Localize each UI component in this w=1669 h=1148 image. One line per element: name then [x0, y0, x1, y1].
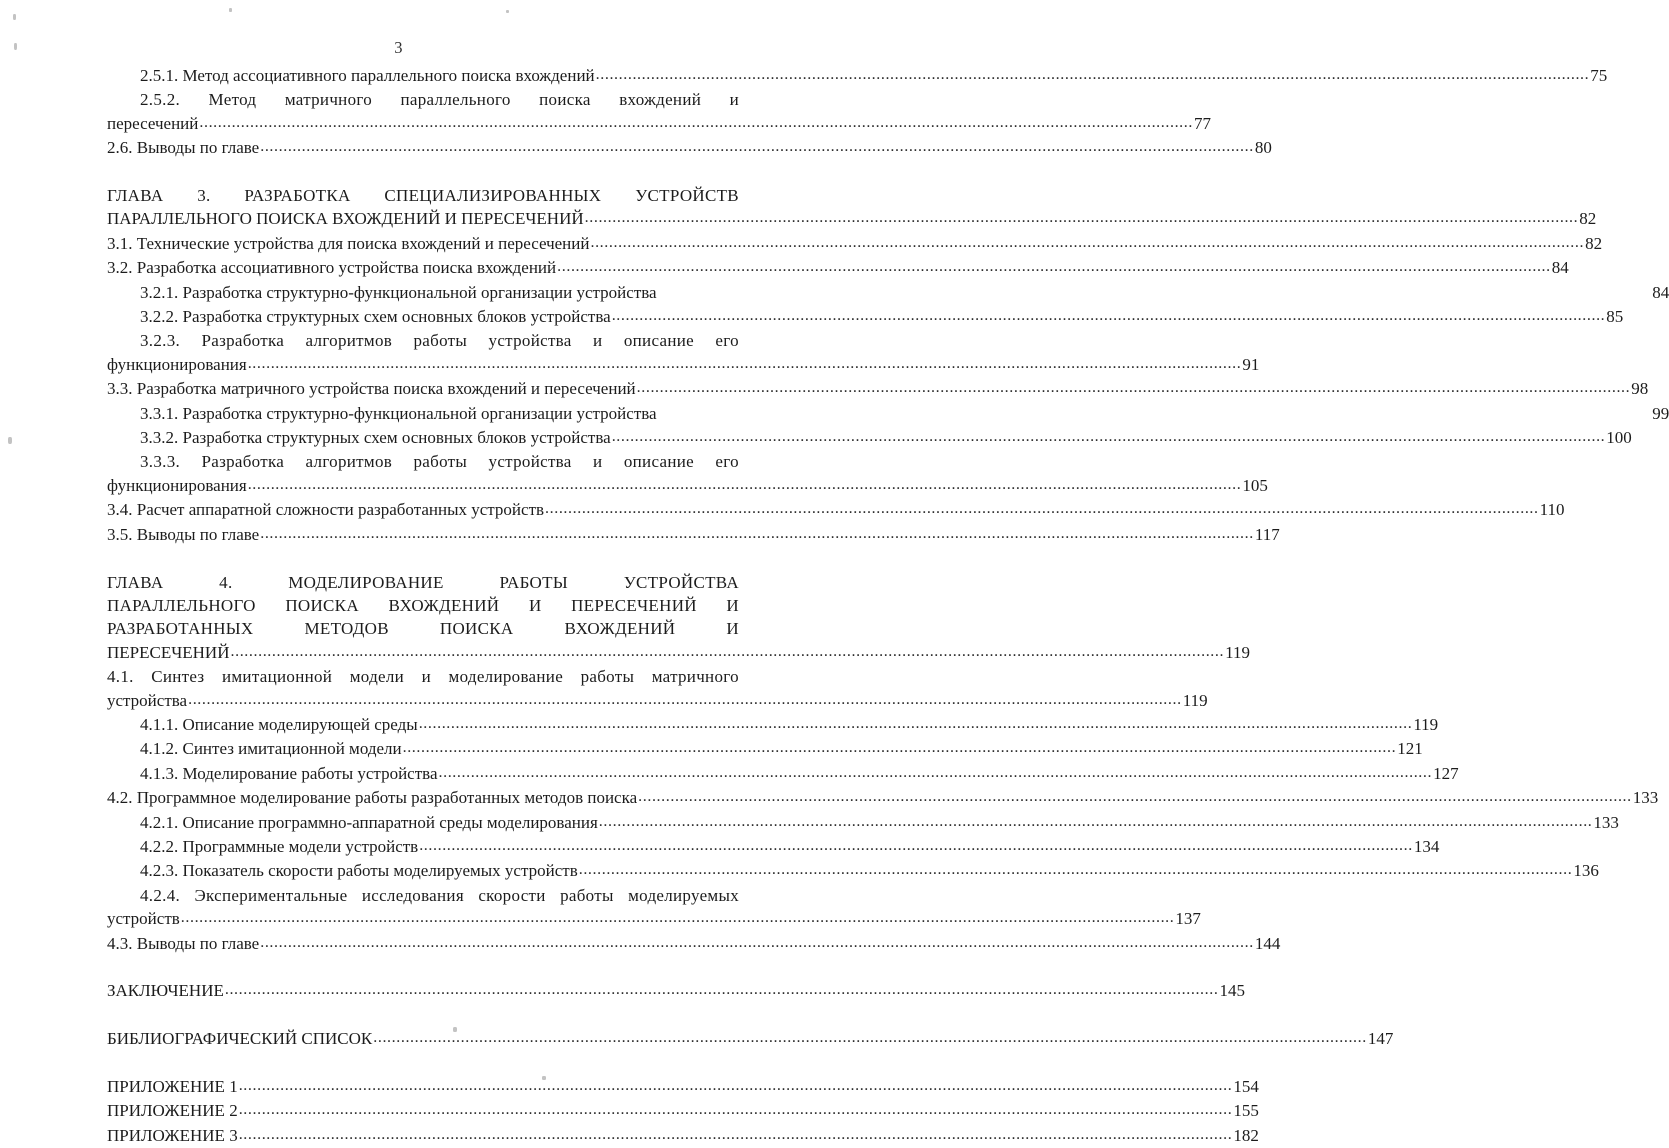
- toc-entry-block[interactable]: [107, 1099, 1259, 1123]
- toc-entry-block[interactable]: [140, 426, 1632, 450]
- toc-entry-block[interactable]: [107, 932, 1281, 956]
- toc-entry[interactable]: [107, 474, 1268, 498]
- toc-entry-block[interactable]: [140, 835, 1440, 859]
- toc-entry-block[interactable]: [140, 402, 1669, 426]
- toc-word: Экспериментальные: [194, 885, 348, 905]
- toc-word: 4.: [219, 572, 233, 592]
- toc-entry-line: [107, 184, 739, 207]
- dot-leader: [439, 760, 1433, 784]
- dot-leader: [239, 1122, 1233, 1146]
- toc-entry[interactable]: [140, 402, 1669, 426]
- dot-leader: [612, 424, 1606, 448]
- toc-word: УСТРОЙСТВА: [623, 572, 739, 592]
- toc-entry-title: 4.2.1. Описание программно-аппаратной среды моделирования: [140, 812, 598, 832]
- toc-page-number: 119: [1413, 714, 1439, 734]
- dot-leader: [181, 905, 1175, 929]
- toc-entry-line: [140, 450, 739, 473]
- toc-entry-line: [140, 884, 739, 907]
- toc-page-number: 155: [1233, 1101, 1259, 1121]
- toc-entry-title: 3.2.1. Разработка структурно-функциональной организации устройства: [140, 282, 657, 302]
- page-number: 3: [394, 38, 403, 57]
- toc-word: исследования: [361, 885, 464, 905]
- dot-leader: [596, 62, 1590, 86]
- toc-page-number: 117: [1254, 524, 1280, 544]
- toc-word: работы: [580, 667, 635, 687]
- toc-word: 4.2.4.: [140, 885, 181, 905]
- toc-word: описание: [623, 331, 694, 351]
- toc-entry[interactable]: [140, 835, 1440, 859]
- toc-entry-line: [107, 665, 739, 688]
- toc-entry-title: 3.5. Выводы по главе: [107, 524, 260, 544]
- toc-entry[interactable]: [107, 786, 1659, 810]
- toc-word: и: [729, 90, 739, 110]
- toc-entry[interactable]: [140, 737, 1423, 761]
- toc-entry-title: 4.1.2. Синтез имитационной модели: [140, 739, 402, 759]
- toc-entry-block[interactable]: [107, 523, 1280, 547]
- paragraph-spacer: [107, 161, 739, 184]
- toc-word: параллельного: [400, 90, 511, 110]
- dot-leader: [403, 735, 1397, 759]
- toc-entry-title: 4.2. Программное моделирование работы разработанных методов поиска: [107, 788, 638, 808]
- toc-entry-block[interactable]: [107, 571, 1250, 666]
- toc-entry-title: ПРИЛОЖЕНИЕ 3: [107, 1125, 238, 1145]
- toc-entry[interactable]: [107, 907, 1201, 931]
- scan-speck: [13, 14, 16, 20]
- toc-entry-block[interactable]: [140, 281, 1669, 305]
- toc-entry-block[interactable]: [140, 64, 1608, 88]
- toc-word: Разработка: [201, 331, 285, 351]
- toc-page-number: 110: [1539, 500, 1565, 520]
- toc-entry-block[interactable]: [107, 184, 1597, 232]
- toc-entry-title: 3.4. Расчет аппаратной сложности разработанных устройств: [107, 500, 545, 520]
- toc-page-number: 80: [1254, 138, 1272, 158]
- toc-page-number: 147: [1367, 1029, 1394, 1049]
- dot-leader: [248, 472, 1242, 496]
- toc-word: описание: [623, 452, 694, 472]
- toc-entry-title: ПРИЛОЖЕНИЕ 1: [107, 1076, 238, 1096]
- toc-entry[interactable]: [107, 1124, 1259, 1148]
- toc-entry-block[interactable]: [140, 305, 1624, 329]
- toc-word: СПЕЦИАЛИЗИРОВАННЫХ: [384, 186, 602, 206]
- toc-word: Метод: [208, 90, 257, 110]
- toc-word: работы: [413, 452, 468, 472]
- toc-word: моделирование: [448, 667, 564, 687]
- toc-entry[interactable]: [107, 353, 1260, 377]
- toc-entry-title: ПЕРЕСЕЧЕНИЙ: [107, 642, 230, 662]
- toc-page-number: 136: [1573, 861, 1599, 881]
- toc-entry[interactable]: [140, 281, 1669, 305]
- dot-leader: [248, 351, 1242, 375]
- toc-entry[interactable]: [107, 523, 1280, 547]
- toc-entry-block[interactable]: [107, 329, 1260, 377]
- toc-entry[interactable]: [107, 641, 1250, 665]
- toc-page-number: 75: [1590, 66, 1608, 85]
- toc-page-number: 84: [1652, 282, 1669, 302]
- toc-page-number: 182: [1233, 1125, 1259, 1145]
- dot-leader: [419, 711, 1413, 735]
- dot-leader: [637, 375, 1631, 399]
- toc-entry-block[interactable]: [107, 1075, 1259, 1099]
- dot-leader: [199, 110, 1193, 134]
- dot-leader: [225, 977, 1219, 1001]
- toc-entry-title: пересечений: [107, 113, 199, 133]
- toc-word: имитационной: [221, 667, 333, 687]
- toc-entry-title: 3.3. Разработка матричного устройства поиска вхождений и пересечений: [107, 379, 636, 399]
- dot-leader: [260, 134, 1254, 158]
- toc-word: ПОИСКА: [285, 595, 359, 615]
- dot-leader: [239, 1097, 1233, 1121]
- toc-entry[interactable]: [140, 305, 1624, 329]
- toc-page-number: 145: [1219, 981, 1245, 1001]
- toc-word: и: [593, 331, 603, 351]
- toc-page-number: 84: [1551, 258, 1569, 278]
- toc-entry[interactable]: [107, 689, 1208, 713]
- toc-word: матричного: [651, 667, 739, 687]
- toc-page-number: 134: [1413, 836, 1440, 856]
- toc-entry-block[interactable]: [107, 786, 1659, 810]
- toc-page-number: 82: [1579, 209, 1597, 229]
- toc-word: его: [715, 331, 739, 351]
- toc-entry-block[interactable]: [107, 884, 1201, 932]
- toc-entry[interactable]: [107, 932, 1281, 956]
- toc-entry-title: 3.3.2. Разработка структурных схем основных блоков устройства: [140, 428, 611, 448]
- toc-entry-line: [140, 88, 739, 111]
- dot-leader: [260, 521, 1254, 545]
- dot-leader: [599, 809, 1593, 833]
- toc-entry[interactable]: [107, 979, 1245, 1003]
- toc-entry-title: 3.1. Технические устройства для поиска вхождений и пересечений: [107, 233, 590, 253]
- paragraph-spacer: [107, 1052, 739, 1075]
- toc-entry-block[interactable]: [107, 232, 1603, 256]
- toc-page-number: 85: [1606, 307, 1624, 327]
- toc-page-number: 137: [1175, 909, 1201, 929]
- toc-word: работы: [413, 331, 468, 351]
- toc-word: Синтез: [151, 667, 205, 687]
- toc-entry[interactable]: [107, 1027, 1394, 1051]
- toc-entry[interactable]: [107, 377, 1649, 401]
- toc-page-number: 105: [1242, 475, 1268, 495]
- toc-page-number: 77: [1193, 113, 1211, 133]
- toc-entry-title: функционирования: [107, 354, 247, 374]
- toc-word: 4.1.: [107, 667, 134, 687]
- toc-entry[interactable]: [140, 811, 1619, 835]
- toc-word: и: [421, 667, 431, 687]
- toc-word: ПАРАЛЛЕЛЬНОГО: [107, 595, 256, 615]
- toc-entry-title: 2.6. Выводы по главе: [107, 138, 260, 158]
- toc-entry-block[interactable]: [107, 979, 1245, 1003]
- toc-entry-title: 4.1.1. Описание моделирующей среды: [140, 714, 418, 734]
- toc-page-number: 119: [1182, 690, 1208, 710]
- toc-entry-title: 4.2.3. Показатель скорости работы моделируемых устройств: [140, 861, 578, 881]
- toc-entry-title: 3.2. Разработка ассоциативного устройства поиска вхождений: [107, 258, 557, 278]
- toc-word: 2.5.2.: [140, 90, 181, 110]
- toc-entry[interactable]: [140, 426, 1632, 450]
- toc-entry[interactable]: [140, 713, 1439, 737]
- toc-entry-title: БИБЛИОГРАФИЧЕСКИЙ СПИСОК: [107, 1029, 373, 1049]
- dot-leader: [373, 1025, 1367, 1049]
- toc-page-number: 91: [1242, 354, 1260, 374]
- toc-word: алгоритмов: [305, 331, 393, 351]
- toc-word: матричного: [284, 90, 373, 110]
- toc-word: ПЕРЕСЕЧЕНИЙ: [571, 595, 697, 615]
- dot-leader: [260, 930, 1254, 954]
- scan-speck: [506, 10, 509, 13]
- dot-leader: [545, 496, 1539, 520]
- toc-page-number: 154: [1233, 1076, 1259, 1096]
- toc-page-number: 133: [1632, 788, 1659, 808]
- toc-word: и: [593, 452, 603, 472]
- toc-entry-title: 4.2.2. Программные модели устройств: [140, 836, 419, 856]
- toc-word: алгоритмов: [305, 452, 393, 472]
- dot-leader: [590, 230, 1584, 254]
- toc-page-number: 127: [1433, 763, 1459, 783]
- dot-leader: [557, 254, 1551, 278]
- toc-page-number: 98: [1631, 379, 1649, 399]
- toc-entry-block[interactable]: [107, 665, 1208, 713]
- toc-word: МЕТОДОВ: [304, 619, 389, 639]
- toc-entry[interactable]: [140, 64, 1608, 88]
- toc-word: УСТРОЙСТВ: [635, 186, 739, 206]
- toc-word: вхождений: [619, 90, 702, 110]
- toc-word: ПОИСКА: [439, 619, 514, 639]
- toc-entry-block[interactable]: [140, 762, 1459, 786]
- toc-word: ГЛАВА: [107, 186, 164, 206]
- toc-page-number: 100: [1606, 428, 1632, 448]
- toc-entry-title: ЗАКЛЮЧЕНИЕ: [107, 981, 224, 1001]
- toc-page-number: 144: [1254, 933, 1281, 953]
- toc-word: моделируемых: [628, 885, 739, 905]
- dot-leader: [638, 784, 1632, 808]
- toc-entry-title: 3.2.2. Разработка структурных схем основных блоков устройства: [140, 307, 611, 327]
- dot-leader: [239, 1073, 1233, 1097]
- toc-word: устройства: [488, 331, 572, 351]
- toc-word: модели: [349, 667, 405, 687]
- toc-entry-title: 2.5.1. Метод ассоциативного параллельного поиска вхождений: [140, 66, 595, 85]
- toc-entry-line: [107, 617, 739, 640]
- dot-leader: [419, 833, 1413, 857]
- toc-entry-title: ПАРАЛЛЕЛЬНОГО ПОИСКА ВХОЖДЕНИЙ И ПЕРЕСЕЧЕНИЙ: [107, 209, 584, 229]
- toc-entry-block[interactable]: [107, 88, 1211, 136]
- toc-entry[interactable]: [107, 256, 1569, 280]
- toc-entry[interactable]: [107, 232, 1603, 256]
- toc-entry-block[interactable]: [107, 498, 1565, 522]
- paragraph-spacer: [107, 1004, 739, 1027]
- toc-word: поиска: [539, 90, 591, 110]
- toc-entry[interactable]: [107, 112, 1211, 136]
- toc-page-number: 133: [1593, 812, 1619, 832]
- scan-speck: [229, 8, 232, 12]
- toc-word: 3.: [197, 186, 211, 206]
- toc-word: МОДЕЛИРОВАНИЕ: [288, 572, 444, 592]
- toc-entry-block[interactable]: [107, 1124, 1259, 1148]
- toc-entry[interactable]: [107, 1075, 1259, 1099]
- paragraph-spacer: [107, 547, 739, 570]
- toc-entry[interactable]: [107, 136, 1272, 160]
- toc-page-number: 82: [1585, 233, 1603, 253]
- paragraph-spacer: [107, 956, 739, 979]
- toc-word: ГЛАВА: [107, 572, 164, 592]
- toc-page-number: 121: [1397, 739, 1423, 759]
- toc-entry-title: ПРИЛОЖЕНИЕ 2: [107, 1101, 238, 1121]
- toc-entry-block[interactable]: [107, 377, 1649, 401]
- toc-entry-block[interactable]: [140, 713, 1439, 737]
- toc-word: РАЗРАБОТАННЫХ: [107, 619, 254, 639]
- toc-entry-block[interactable]: [107, 256, 1569, 280]
- toc-entry-line: [107, 571, 739, 594]
- toc-entry-block[interactable]: [140, 811, 1619, 835]
- toc-entry-block[interactable]: [107, 450, 1268, 498]
- scan-speck: [8, 437, 12, 444]
- toc-word: его: [715, 452, 739, 472]
- toc-entry-block[interactable]: [107, 136, 1272, 160]
- toc-entry-line: [140, 329, 739, 352]
- toc-word: РАЗРАБОТКА: [244, 186, 351, 206]
- toc-word: ВХОЖДЕНИЙ: [564, 619, 676, 639]
- toc-entry-line: [107, 594, 739, 617]
- toc-entry-block[interactable]: [140, 859, 1599, 883]
- toc-entry[interactable]: [107, 498, 1565, 522]
- table-of-contents: [107, 64, 1669, 1148]
- toc-entry-title: 4.3. Выводы по главе: [107, 933, 260, 953]
- toc-entry[interactable]: [140, 859, 1599, 883]
- toc-word: РАБОТЫ: [499, 572, 568, 592]
- toc-entry-title: устройства: [107, 690, 188, 710]
- toc-entry-title: устройств: [107, 909, 180, 929]
- toc-entry-title: 3.3.1. Разработка структурно-функциональной организации устройства: [140, 403, 657, 423]
- toc-entry-title: 4.1.3. Моделирование работы устройства: [140, 763, 438, 783]
- toc-entry-block[interactable]: [107, 1027, 1394, 1051]
- toc-word: работы: [560, 885, 614, 905]
- toc-entry[interactable]: [140, 762, 1459, 786]
- toc-word: Разработка: [201, 452, 285, 472]
- dot-leader: [585, 205, 1579, 229]
- dot-leader: [612, 303, 1606, 327]
- dot-leader: [231, 639, 1225, 663]
- toc-entry-block[interactable]: [140, 737, 1423, 761]
- toc-word: И: [726, 619, 739, 639]
- toc-page-number: 99: [1652, 403, 1669, 423]
- toc-word: устройства: [488, 452, 572, 472]
- toc-entry[interactable]: [107, 1099, 1259, 1123]
- toc-entry[interactable]: [107, 207, 1597, 231]
- toc-word: ВХОЖДЕНИЙ: [388, 595, 500, 615]
- dot-leader: [579, 857, 1573, 881]
- toc-entry-title: функционирования: [107, 475, 247, 495]
- dot-leader: [188, 687, 1182, 711]
- toc-page-number: 119: [1225, 642, 1250, 662]
- toc-word: И: [726, 595, 739, 615]
- toc-word: 3.3.3.: [140, 452, 181, 472]
- toc-word: скорости: [478, 885, 546, 905]
- toc-word: И: [528, 595, 542, 615]
- toc-word: 3.2.3.: [140, 331, 181, 351]
